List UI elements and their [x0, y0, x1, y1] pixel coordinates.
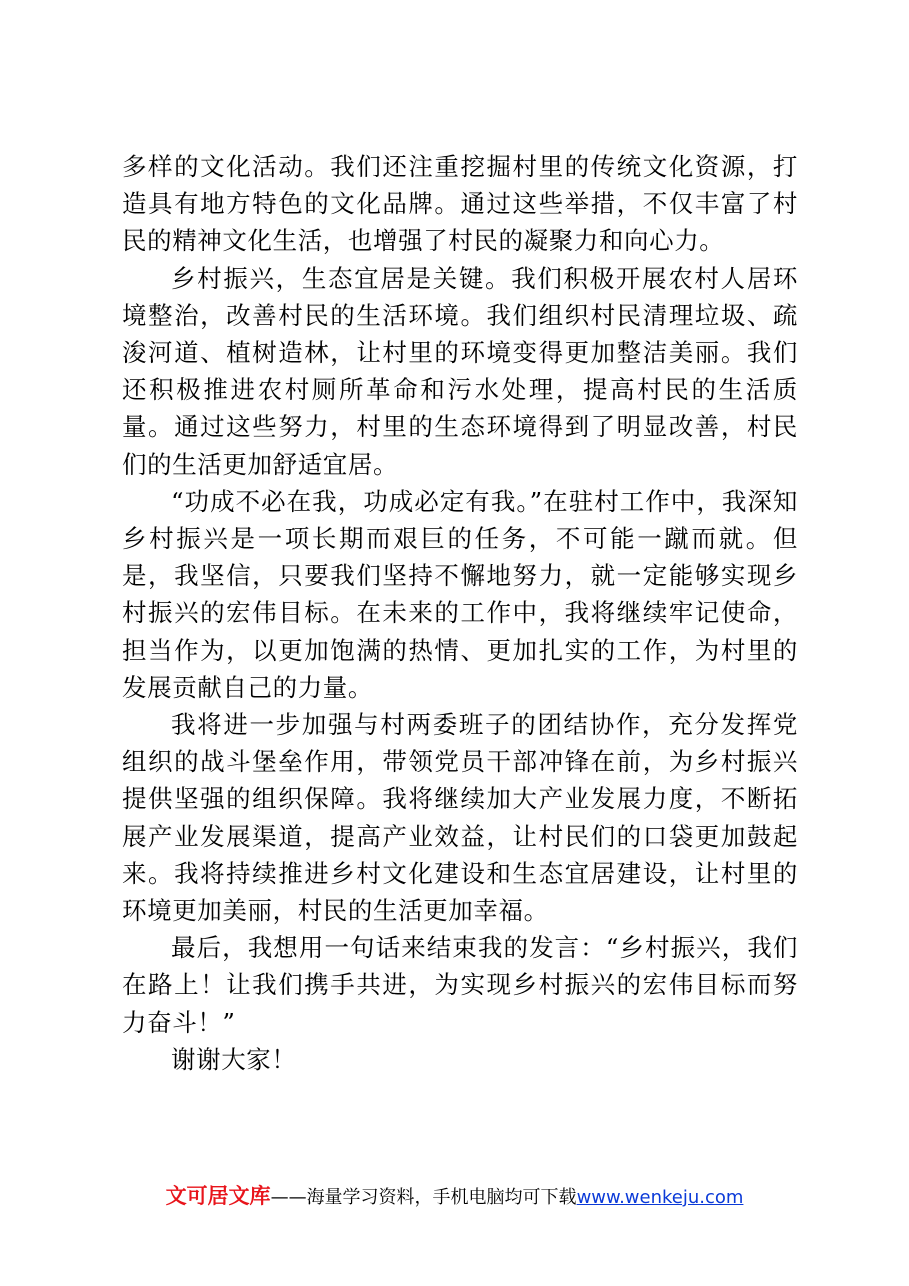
paragraph: 我将进一步加强与村两委班子的团结协作，充分发挥党组织的战斗堡垒作用，带领党员干部冲锋在前，为乡村振兴提供坚强的组织保障。我将继续加大产业发展力度，不断拓展产业发展渠道，提高产业效益，让村民们的口袋更加鼓起来。我将持续推进乡村文化建设和生态宜居建设，让村里的环境更加美丽，村民的生活更加幸福。 [122, 710, 798, 926]
footer-brand: 文可居文库 [165, 1184, 271, 1208]
paragraph: 乡村振兴，生态宜居是关键。我们积极开展农村人居环境整治，改善村民的生活环境。我们组织村民清理垃圾、疏浚河道、植树造林，让村里的环境变得更加整洁美丽。我们还积极推进农村厕所革命和污水处理，提高村民的生活质量。通过这些努力，村里的生态环境得到了明显改善，村民们的生活更加舒适宜居。 [122, 263, 798, 479]
paragraph: 最后，我想用一句话来结束我的发言：“乡村振兴，我们在路上！让我们携手共进，为实现乡村振兴的宏伟目标而努力奋斗！” [122, 933, 798, 1037]
document-body [122, 148, 798, 1078]
footer-slogan: ——海量学习资料，手机电脑均可下载 [270, 1187, 577, 1208]
footer-banner [0, 1182, 909, 1212]
paragraph: 多样的文化活动。我们还注重挖掘村里的传统文化资源，打造具有地方特色的文化品牌。通过这些举措，不仅丰富了村民的精神文化生活，也增强了村民的凝聚力和向心力。 [122, 152, 798, 256]
footer-link[interactable]: www.wenkeju.com [576, 1187, 744, 1208]
paragraph: 谢谢大家！ [171, 1044, 297, 1074]
paragraph: “功成不必在我，功成必定有我。”在驻村工作中，我深知乡村振兴是一项长期而艰巨的任务，不可能一蹴而就。但是，我坚信，只要我们坚持不懈地努力，就一定能够实现乡村振兴的宏伟目标。在未来的工作中，我将继续牢记使命，担当作为，以更加饱满的热情、更加扎实的工作，为村里的发展贡献自己的力量。 [122, 486, 798, 702]
